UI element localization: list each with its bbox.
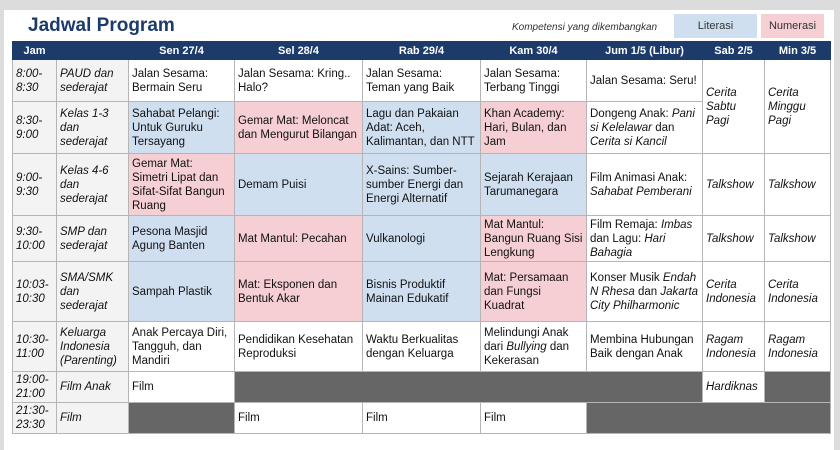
time-cell: 9:30- 10:00 bbox=[13, 216, 57, 262]
weekend-cell: Talkshow bbox=[703, 216, 765, 262]
program-title: Endah N Rhesa bbox=[590, 271, 697, 298]
program-connector: dan Kekerasan bbox=[484, 340, 570, 367]
program-cell: Jalan Sesama: Terbang Tinggi bbox=[481, 60, 587, 102]
program-connector: dan bbox=[655, 121, 675, 134]
audience-cell: Keluarga Indonesia (Parenting) bbox=[57, 322, 129, 372]
program-cell: Gemar Mat: Simetri Lipat dan Sifat-Sifat Bangun Ruang bbox=[129, 154, 235, 216]
weekend-cell: Cerita Indonesia bbox=[703, 262, 765, 322]
program-cell bbox=[587, 102, 703, 154]
program-cell: Film bbox=[481, 403, 587, 434]
program-cell: X-Sains: Sumber-sumber Energi dan Energi Alternatif bbox=[363, 154, 481, 216]
legend-note: Kompetensi yang dikembangkan bbox=[512, 22, 658, 33]
program-cell: Mat: Persamaan dan Fungsi Kuadrat bbox=[481, 262, 587, 322]
table-row bbox=[13, 216, 831, 262]
legend-literasi: Literasi bbox=[674, 14, 757, 38]
program-cell: Mat Mantul: Pecahan bbox=[235, 216, 363, 262]
program-cell: Mat: Eksponen dan Bentuk Akar bbox=[235, 262, 363, 322]
audience-cell: PAUD dan sederajat bbox=[57, 60, 129, 102]
program-prefix: Dongeng Anak: bbox=[590, 107, 669, 120]
table-row bbox=[13, 372, 831, 403]
header-sen: Sen 27/4 bbox=[129, 42, 235, 60]
program-cell: Jalan Sesama: Bermain Seru bbox=[129, 60, 235, 102]
program-title: Pani si Kelelawar bbox=[590, 107, 695, 134]
program-title: Bullying bbox=[506, 340, 547, 353]
schedule-page bbox=[4, 10, 834, 450]
program-cell: Sampah Plastik bbox=[129, 262, 235, 322]
program-cell: Pendidikan Kesehatan Reproduksi bbox=[235, 322, 363, 372]
program-cell bbox=[587, 216, 703, 262]
header-rab: Rab 29/4 bbox=[363, 42, 481, 60]
time-cell: 21:30- 23:30 bbox=[13, 403, 57, 434]
program-cell: Gemar Mat: Meloncat dan Mengurut Bilangan bbox=[235, 102, 363, 154]
audience-cell: Film Anak bbox=[57, 372, 129, 403]
page-title: Jadwal Program bbox=[28, 15, 175, 36]
program-cell: Bisnis Produktif Mainan Edukatif bbox=[363, 262, 481, 322]
program-prefix: Film Remaja: bbox=[590, 218, 658, 231]
program-cell: Jalan Sesama: Seru! bbox=[587, 60, 703, 102]
weekend-cell: Cerita Minggu Pagi bbox=[765, 60, 831, 154]
program-connector: dan bbox=[637, 285, 658, 298]
program-prefix: Konser Musik bbox=[590, 271, 660, 284]
program-title: Sahabat Pemberani bbox=[590, 185, 692, 198]
weekend-cell: Talkshow bbox=[765, 216, 831, 262]
header-row bbox=[13, 42, 831, 60]
table-row bbox=[13, 154, 831, 216]
weekend-cell: Ragam Indonesia bbox=[703, 322, 765, 372]
weekend-cell: Ragam Indonesia bbox=[765, 322, 831, 372]
weekend-cell: Talkshow bbox=[765, 154, 831, 216]
legend-numerasi: Numerasi bbox=[761, 14, 824, 38]
no-broadcast-cell bbox=[587, 403, 831, 434]
program-title: Imbas bbox=[660, 218, 693, 231]
program-title: Hari Bahagia bbox=[590, 232, 666, 259]
program-cell: Demam Puisi bbox=[235, 154, 363, 216]
program-cell bbox=[481, 322, 587, 372]
time-cell: 8:00- 8:30 bbox=[13, 60, 57, 102]
schedule-table bbox=[12, 41, 831, 434]
program-cell: Jalan Sesama: Teman yang Baik bbox=[363, 60, 481, 102]
program-title: Jakarta City Philharmonic bbox=[590, 285, 699, 312]
time-cell: 19:00- 21:00 bbox=[13, 372, 57, 403]
program-cell: Jalan Sesama: Kring.. Halo? bbox=[235, 60, 363, 102]
program-cell bbox=[587, 154, 703, 216]
audience-cell: Film bbox=[57, 403, 129, 434]
audience-cell: SMA/SMK dan sederajat bbox=[57, 262, 129, 322]
header-jum: Jum 1/5 (Libur) bbox=[587, 42, 703, 60]
header-min: Min 3/5 bbox=[765, 42, 831, 60]
program-cell bbox=[587, 262, 703, 322]
no-broadcast-cell bbox=[235, 372, 703, 403]
weekend-cell: Hardiknas bbox=[703, 372, 765, 403]
header-audience bbox=[57, 42, 129, 60]
time-cell: 8:30- 9:00 bbox=[13, 102, 57, 154]
program-cell: Waktu Berkualitas dengan Keluarga bbox=[363, 322, 481, 372]
program-cell: Membina Hubungan Baik dengan Anak bbox=[587, 322, 703, 372]
program-cell: Mat Mantul: Bangun Ruang Sisi Lengkung bbox=[481, 216, 587, 262]
time-cell: 10:03- 10:30 bbox=[13, 262, 57, 322]
audience-cell: Kelas 4-6 dan sederajat bbox=[57, 154, 129, 216]
program-cell: Film bbox=[363, 403, 481, 434]
program-cell: Lagu dan Pakaian Adat: Aceh, Kalimantan, dan NTT bbox=[363, 102, 481, 154]
table-row bbox=[13, 262, 831, 322]
program-cell: Film bbox=[129, 372, 235, 403]
program-connector: dan Lagu: bbox=[590, 232, 642, 245]
weekend-cell: Cerita Sabtu Pagi bbox=[703, 60, 765, 154]
table-row bbox=[13, 322, 831, 372]
program-prefix: Film Animasi Anak: bbox=[590, 171, 688, 184]
program-cell: Khan Academy: Hari, Bulan, dan Jam bbox=[481, 102, 587, 154]
weekend-cell: Cerita Indonesia bbox=[765, 262, 831, 322]
program-title: Cerita si Kancil bbox=[590, 135, 667, 148]
program-cell: Anak Percaya Diri, Tangguh, dan Mandiri bbox=[129, 322, 235, 372]
no-broadcast-cell bbox=[129, 403, 235, 434]
program-cell: Sahabat Pelangi: Untuk Guruku Tersayang bbox=[129, 102, 235, 154]
weekend-cell: Talkshow bbox=[703, 154, 765, 216]
audience-cell: SMP dan sederajat bbox=[57, 216, 129, 262]
program-cell: Sejarah Kerajaan Tarumanegara bbox=[481, 154, 587, 216]
header-sab: Sab 2/5 bbox=[703, 42, 765, 60]
program-prefix: Melindungi Anak dari bbox=[484, 326, 569, 353]
time-cell: 10:30- 11:00 bbox=[13, 322, 57, 372]
header-sel: Sel 28/4 bbox=[235, 42, 363, 60]
table-row bbox=[13, 60, 831, 102]
audience-cell: Kelas 1-3 dan sederajat bbox=[57, 102, 129, 154]
header-jam: Jam bbox=[13, 42, 57, 60]
no-broadcast-cell bbox=[765, 372, 831, 403]
table-row bbox=[13, 403, 831, 434]
header-kam: Kam 30/4 bbox=[481, 42, 587, 60]
program-cell: Film bbox=[235, 403, 363, 434]
program-cell: Pesona Masjid Agung Banten bbox=[129, 216, 235, 262]
program-cell: Vulkanologi bbox=[363, 216, 481, 262]
time-cell: 9:00- 9:30 bbox=[13, 154, 57, 216]
